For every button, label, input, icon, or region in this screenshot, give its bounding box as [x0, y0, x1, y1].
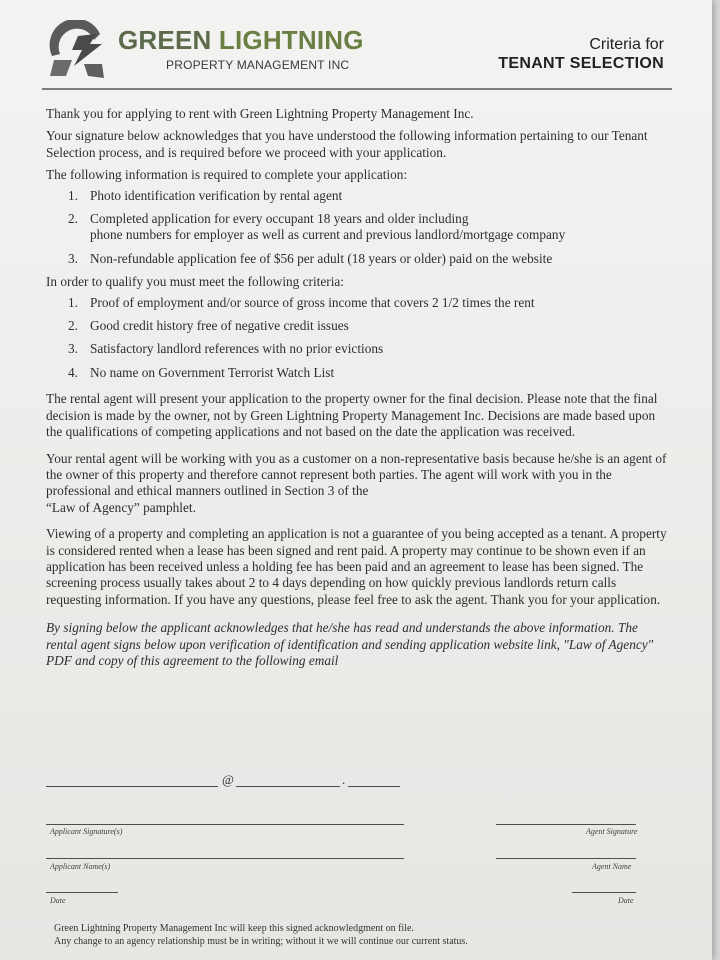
applicant-date-line[interactable] — [46, 892, 118, 893]
acknowledgment-paragraph: By signing below the applicant acknowledges that he/she has read and understands the above information. The rental agent signs below upon verification of identification and sending application website link, "Law of Agency" PDF and copy of this agreement to the following email — [46, 620, 654, 668]
list-text: Non-refundable application fee of $56 per adult (18 years or older) paid on the website — [90, 250, 553, 266]
agent-date-caption: Date — [618, 896, 634, 905]
signature-note-text: Your signature below acknowledges that you have understood the following information pertaining to our Tenant Selection process, and is required before we proceed with your application. — [46, 128, 648, 160]
list-text: Proof of employment and/or source of gross income that covers 2 1/2 times the rent — [90, 294, 535, 310]
required-list — [46, 188, 670, 268]
criteria-heading: In order to qualify you must meet the following criteria: — [46, 274, 344, 290]
email-at-sign: @ — [222, 772, 234, 787]
email-domain-field[interactable] — [236, 786, 340, 787]
brand-word-lightning: LIGHTNING — [218, 25, 364, 55]
list-item — [68, 365, 670, 381]
applicant-name-caption: Applicant Name(s) — [50, 862, 111, 871]
list-number: 4. — [68, 364, 78, 380]
list-text-continued: phone numbers for employer as well as current and previous landlord/mortgage company — [90, 227, 566, 243]
agent-signature-caption: Agent Signature — [586, 827, 638, 836]
email-user-field[interactable] — [46, 786, 218, 787]
criteria-for-label: Criteria for — [589, 36, 664, 53]
list-text: No name on Government Terrorist Watch List — [90, 364, 335, 380]
list-number: 1. — [68, 294, 78, 310]
agent-name-caption: Agent Name — [592, 862, 632, 871]
viewing-paragraph: Viewing of a property and completing an application is not a guarantee of you being accepted as a tenant. A property is considered rented when a lease has been signed and rent paid. A property may continue to be shown even if an application has been received unless a holding fee has been paid and an agreement to lease has been signed. The screening process usually takes about 2 to 4 days depending on how quickly previous landlords return calls requesting information. If you have any questions, please feel free to ask the agent. Thank you for your application. — [46, 526, 667, 607]
thank-you-text: Thank you for applying to rent with Green Lightning Property Management Inc. — [46, 106, 474, 121]
agent-date-line[interactable] — [572, 892, 636, 893]
decision-paragraph: The rental agent will present your application to the property owner for the final decision. Please note that the final decision is made by the owner, not by Green Lightning Property Management Inc. Decisions are made based upon the qualifications of competing applications and not based on the date the application was received. — [46, 391, 658, 440]
document-body — [46, 106, 670, 669]
list-item — [68, 295, 670, 311]
document-title: TENANT SELECTION — [498, 55, 664, 72]
list-item — [68, 211, 670, 244]
agent-paragraph-end: “Law of Agency” pamphlet. — [46, 499, 196, 515]
footer-note — [54, 922, 468, 948]
email-dot: . — [342, 772, 346, 787]
list-number: 2. — [68, 211, 78, 227]
list-number: 3. — [68, 341, 78, 357]
applicant-signature-line[interactable] — [46, 824, 404, 825]
required-heading: The following information is required to complete your application: — [46, 167, 408, 183]
lightning-logo-icon — [44, 20, 112, 80]
list-item — [68, 341, 670, 357]
list-text: Good credit history free of negative credit issues — [90, 318, 349, 334]
list-item — [68, 318, 670, 334]
agent-signature-line[interactable] — [496, 824, 636, 825]
agent-name-line[interactable] — [496, 858, 636, 859]
criteria-list — [46, 295, 670, 382]
applicant-signature-caption: Applicant Signature(s) — [50, 827, 123, 836]
brand-name — [118, 26, 364, 54]
list-item — [68, 251, 670, 267]
list-number: 2. — [68, 318, 78, 334]
header-divider — [42, 88, 672, 90]
list-number: 3. — [68, 250, 78, 266]
brand-word-green: GREEN — [118, 25, 212, 55]
footer-line: Green Lightning Property Management Inc will keep this signed acknowledgment on file. — [54, 923, 414, 934]
brand-subtitle: PROPERTY MANAGEMENT INC — [166, 58, 350, 72]
agent-paragraph-text: Your rental agent will be working with you as a customer on a non-representative basis because he/she is an agent of the owner of this property and therefore cannot represent both parties. The agent will work with you in the professional and ethical manners outlined in Section 3 of the — [46, 450, 667, 499]
list-text: Satisfactory landlord references with no prior evictions — [90, 341, 384, 357]
list-text: Photo identification verification by rental agent — [90, 187, 343, 203]
email-tld-field[interactable] — [348, 786, 400, 787]
footer-line: Any change to an agency relationship must be in writing; without it we will continue our current status. — [54, 936, 468, 947]
list-number: 1. — [68, 187, 78, 203]
applicant-date-caption: Date — [50, 896, 66, 905]
applicant-name-line[interactable] — [46, 858, 404, 859]
list-text: Completed application for every occupant 18 years and older including — [90, 211, 469, 227]
list-item — [68, 188, 670, 204]
agent-paragraph — [46, 451, 670, 517]
